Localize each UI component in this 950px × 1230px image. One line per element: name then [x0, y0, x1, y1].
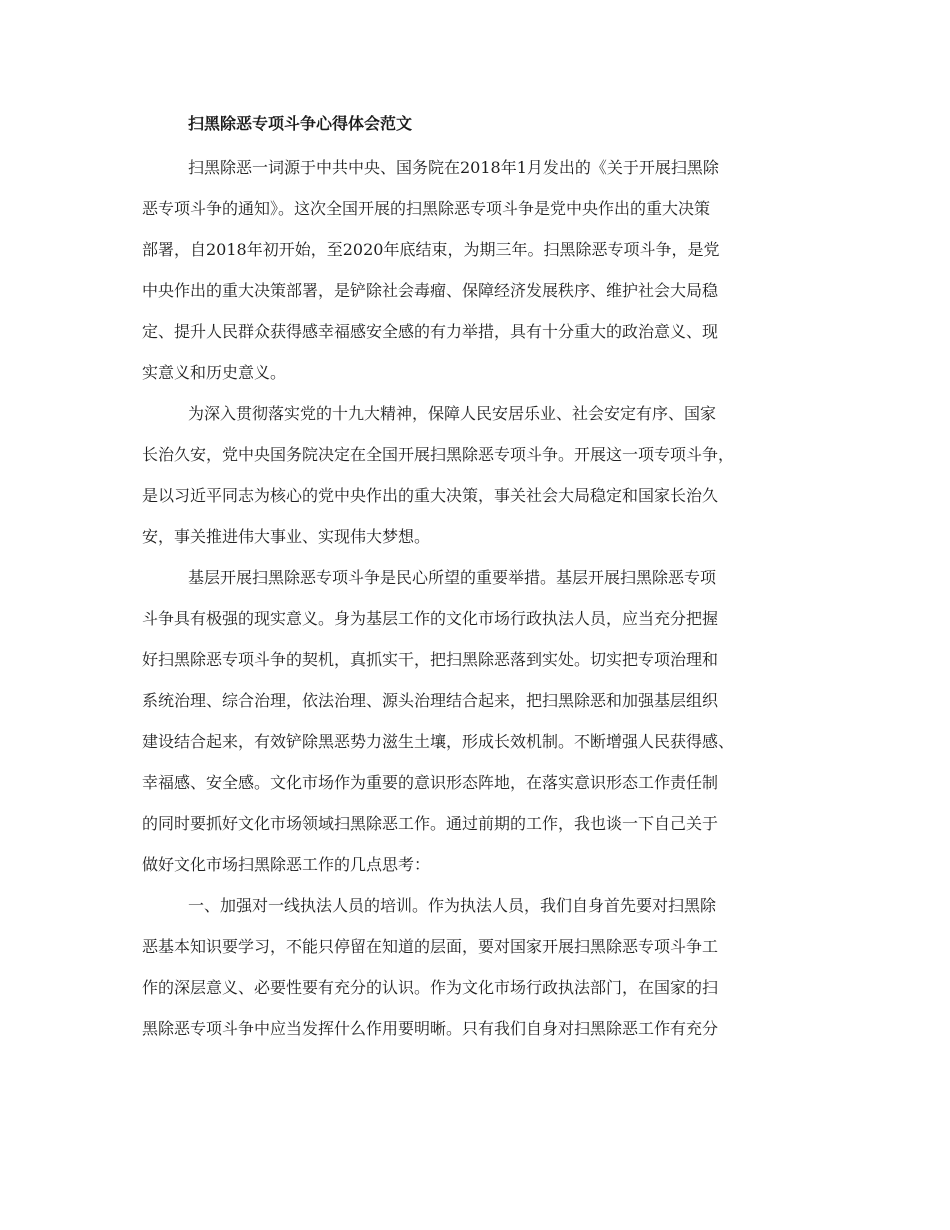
paragraph-3-line-2: 斗争具有极强的现实意义。身为基层工作的文化市场行政执法人员，应当充分把握 — [142, 609, 719, 628]
paragraph-3-line-8: 做好文化市场扫黑除恶工作的几点思考： — [142, 855, 431, 874]
paragraph-3-line-1: 基层开展扫黑除恶专项斗争是民心所望的重要举措。基层开展扫黑除恶专项 — [188, 568, 717, 587]
paragraph-2-line-4: 安，事关推进伟大事业、实现伟大梦想。 — [142, 527, 431, 546]
paragraph-1-line-5: 定、提升人民群众获得感幸福感安全感的有力举措，具有十分重大的政治意义、现 — [142, 322, 719, 341]
paragraph-3-line-3: 好扫黑除恶专项斗争的契机，真抓实干，把扫黑除恶落到实处。切实把专项治理和 — [142, 650, 719, 669]
paragraph-3-line-6: 幸福感、安全感。文化市场作为重要的意识形态阵地，在落实意识形态工作责任制 — [142, 773, 719, 792]
document-title: 扫黑除恶专项斗争心得体会范文 — [188, 114, 413, 133]
paragraph-4-line-3: 作的深层意义、必要性要有充分的认识。作为文化市场行政执法部门，在国家的扫 — [142, 978, 719, 997]
paragraph-2-line-2: 长治久安，党中央国务院决定在全国开展扫黑除恶专项斗争。开展这一项专项斗争， — [142, 445, 735, 464]
paragraph-4-line-1: 一、加强对一线执法人员的培训。作为执法人员，我们自身首先要对扫黑除 — [188, 896, 717, 915]
paragraph-1-line-3: 部署，自2018年初开始，至2020年底结束，为期三年。扫黑除恶专项斗争，是党 — [142, 240, 720, 259]
paragraph-4-line-4: 黑除恶专项斗争中应当发挥什么作用要明晰。只有我们自身对扫黑除恶工作有充分 — [142, 1019, 719, 1038]
paragraph-2-line-1: 为深入贯彻落实党的十九大精神，保障人民安居乐业、社会安定有序、国家 — [188, 404, 717, 423]
paragraph-1-line-4: 中央作出的重大决策部署，是铲除社会毒瘤、保障经济发展秩序、维护社会大局稳 — [142, 281, 719, 300]
paragraph-3-line-5: 建设结合起来，有效铲除黑恶势力滋生土壤，形成长效机制。不断增强人民获得感、 — [142, 732, 735, 751]
paragraph-3-line-7: 的同时要抓好文化市场领域扫黑除恶工作。通过前期的工作，我也谈一下自己关于 — [142, 814, 719, 833]
paragraph-1-line-1: 扫黑除恶一词源于中共中央、国务院在2018年1月发出的《关于开展扫黑除 — [188, 158, 719, 177]
paragraph-3-line-4: 系统治理、综合治理，依法治理、源头治理结合起来，把扫黑除恶和加强基层组织 — [142, 691, 719, 710]
paragraph-4-line-2: 恶基本知识要学习，不能只停留在知道的层面，要对国家开展扫黑除恶专项斗争工 — [142, 937, 719, 956]
paragraph-2-line-3: 是以习近平同志为核心的党中央作出的重大决策，事关社会大局稳定和国家长治久 — [142, 486, 719, 505]
paragraph-1-line-2: 恶专项斗争的通知》。这次全国开展的扫黑除恶专项斗争是党中央作出的重大决策 — [142, 199, 711, 218]
paragraph-1-line-6: 实意义和历史意义。 — [142, 363, 287, 382]
